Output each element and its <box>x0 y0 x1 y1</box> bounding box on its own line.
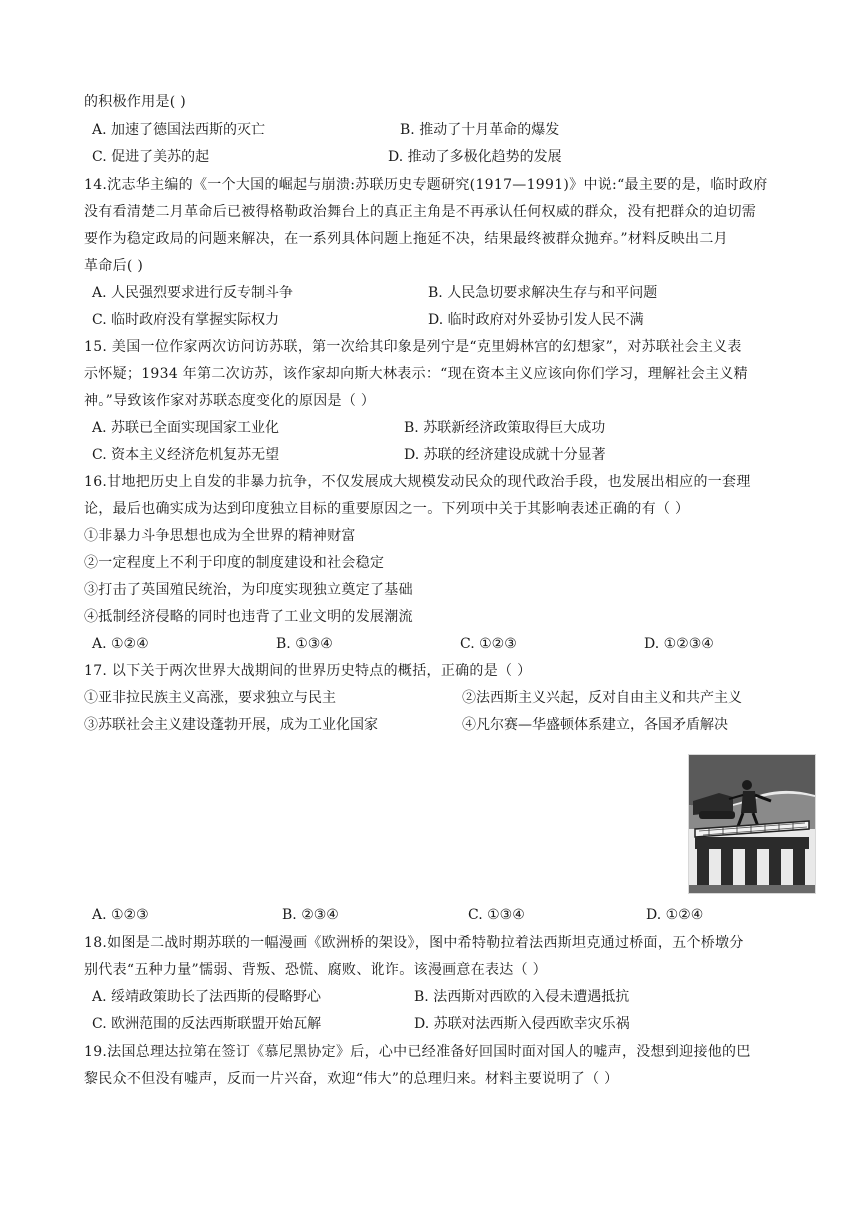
q17-statement-3: ③苏联社会主义建设蓬勃开展，成为工业化国家 <box>84 717 378 733</box>
q13-stem-tail: 的积极作用是( ) <box>84 94 187 110</box>
q18-stem-line-1: 18.如图是二战时期苏联的一幅漫画《欧洲桥的架设》，图中希特勒拉着法西斯坦克通过桥面，五个桥墩分 <box>84 935 744 951</box>
q17-option-a: A. ①②③ <box>92 907 149 923</box>
q13-option-c: C. 促进了美苏的起 <box>92 149 210 165</box>
q15-stem-line-3: 神。”导致该作家对苏联态度变化的原因是（ ） <box>84 393 376 409</box>
q16-statement-2: ②一定程度上不利于印度的制度建设和社会稳定 <box>84 555 385 571</box>
q14-stem-line-2: 没有看清楚二月革命后已被得格勒政治舞台上的真正主角是不再承认任何权威的群众，没有把群众的迫切需 <box>84 204 757 220</box>
q14-stem-line-3: 要作为稳定政局的问题来解决，在一系列具体问题上拖延不决，结果最终被群众抛弃。”材料反映出二月 <box>84 231 728 247</box>
q15-stem-line-2: 示怀疑；1934 年第二次访苏，该作家却向斯大林表示：“现在资本主义应该向你们学习，理解社会主义精 <box>84 366 748 382</box>
q16-statement-4: ④抵制经济侵略的同时也违背了工业文明的发展潮流 <box>84 609 413 625</box>
q16-stem-line-1: 16.甘地把历史上自发的非暴力抗争，不仅发展成大规模发动民众的现代政治手段，也发展出相应的一套理 <box>84 474 751 490</box>
q15-stem-line-1: 15. 美国一位作家两次访问访苏联，第一次给其印象是列宁是“克里姆林宫的幻想家”，对苏联社会主义表 <box>84 339 742 355</box>
q18-option-d: D. 苏联对法西斯入侵西欧幸灾乐祸 <box>414 1016 630 1032</box>
q17-statement-2: ②法西斯主义兴起，反对自由主义和共产主义 <box>462 690 742 706</box>
q15-option-a: A. 苏联已全面实现国家工业化 <box>92 420 280 436</box>
q17-option-d: D. ①②④ <box>646 907 704 923</box>
q14-option-c: C. 临时政府没有掌握实际权力 <box>92 312 280 328</box>
q15-option-d: D. 苏联的经济建设成就十分显著 <box>404 447 606 463</box>
q13-option-a: A. 加速了德国法西斯的灭亡 <box>92 122 266 138</box>
q18-option-c: C. 欧洲范围的反法西斯联盟开始瓦解 <box>92 1016 322 1032</box>
q14-option-d: D. 临时政府对外妥协引发人民不满 <box>428 312 644 328</box>
q19-stem-line-2: 黎民众不但没有嘘声，反而一片兴奋，欢迎“伟大”的总理归来。材料主要说明了（ ） <box>84 1071 619 1087</box>
q15-option-c: C. 资本主义经济危机复苏无望 <box>92 447 280 463</box>
q16-stem-line-2: 论，最后也确实成为达到印度独立目标的重要原因之一。下列项中关于其影响表述正确的有（ ） <box>84 501 690 517</box>
q14-stem-line-1: 14.沈志华主编的《一个大国的崛起与崩溃:苏联历史专题研究(1917—1991)》中说:“最主要的是，临时政府 <box>84 177 768 193</box>
q19-stem-line-1: 19.法国总理达拉第在签订《慕尼黑协定》后，心中已经准备好回国时面对国人的嘘声，没想到迎接他的巴 <box>84 1044 751 1060</box>
q18-stem-line-2: 别代表“五种力量”懦弱、背叛、恐慌、腐败、讹诈。该漫画意在表达（ ） <box>84 962 547 978</box>
q13-option-b: B. 推动了十月革命的爆发 <box>400 122 560 138</box>
q17-statement-1: ①亚非拉民族主义高涨，要求独立与民主 <box>84 690 336 706</box>
q18-option-b: B. 法西斯对西欧的入侵未遭遇抵抗 <box>414 989 630 1005</box>
q16-statement-1: ①非暴力斗争思想也成为全世界的精神财富 <box>84 528 356 544</box>
q16-option-a: A. ①②④ <box>92 636 149 652</box>
q16-option-c: C. ①②③ <box>460 636 517 652</box>
q16-option-b: B. ①③④ <box>276 636 333 652</box>
q17-option-c: C. ①③④ <box>468 907 525 923</box>
q14-option-b: B. 人民急切要求解决生存与和平问题 <box>428 285 658 301</box>
q17-option-b: B. ②③④ <box>282 907 339 923</box>
q18-option-a: A. 绥靖政策助长了法西斯的侵略野心 <box>92 989 322 1005</box>
q17-stem: 17. 以下关于两次世界大战期间的世界历史特点的概括，正确的是（ ） <box>84 663 532 679</box>
q14-stem-line-4: 革命后( ) <box>84 258 144 274</box>
q16-option-d: D. ①②③④ <box>644 636 714 652</box>
bridge-cartoon-image <box>688 754 816 894</box>
q17-statement-4: ④凡尔赛—华盛顿体系建立，各国矛盾解决 <box>462 717 728 733</box>
q15-option-b: B. 苏联新经济政策取得巨大成功 <box>404 420 606 436</box>
q16-statement-3: ③打击了英国殖民统治，为印度实现独立奠定了基础 <box>84 582 413 598</box>
q13-option-d: D. 推动了多极化趋势的发展 <box>388 149 562 165</box>
q14-option-a: A. 人民强烈要求进行反专制斗争 <box>92 285 294 301</box>
